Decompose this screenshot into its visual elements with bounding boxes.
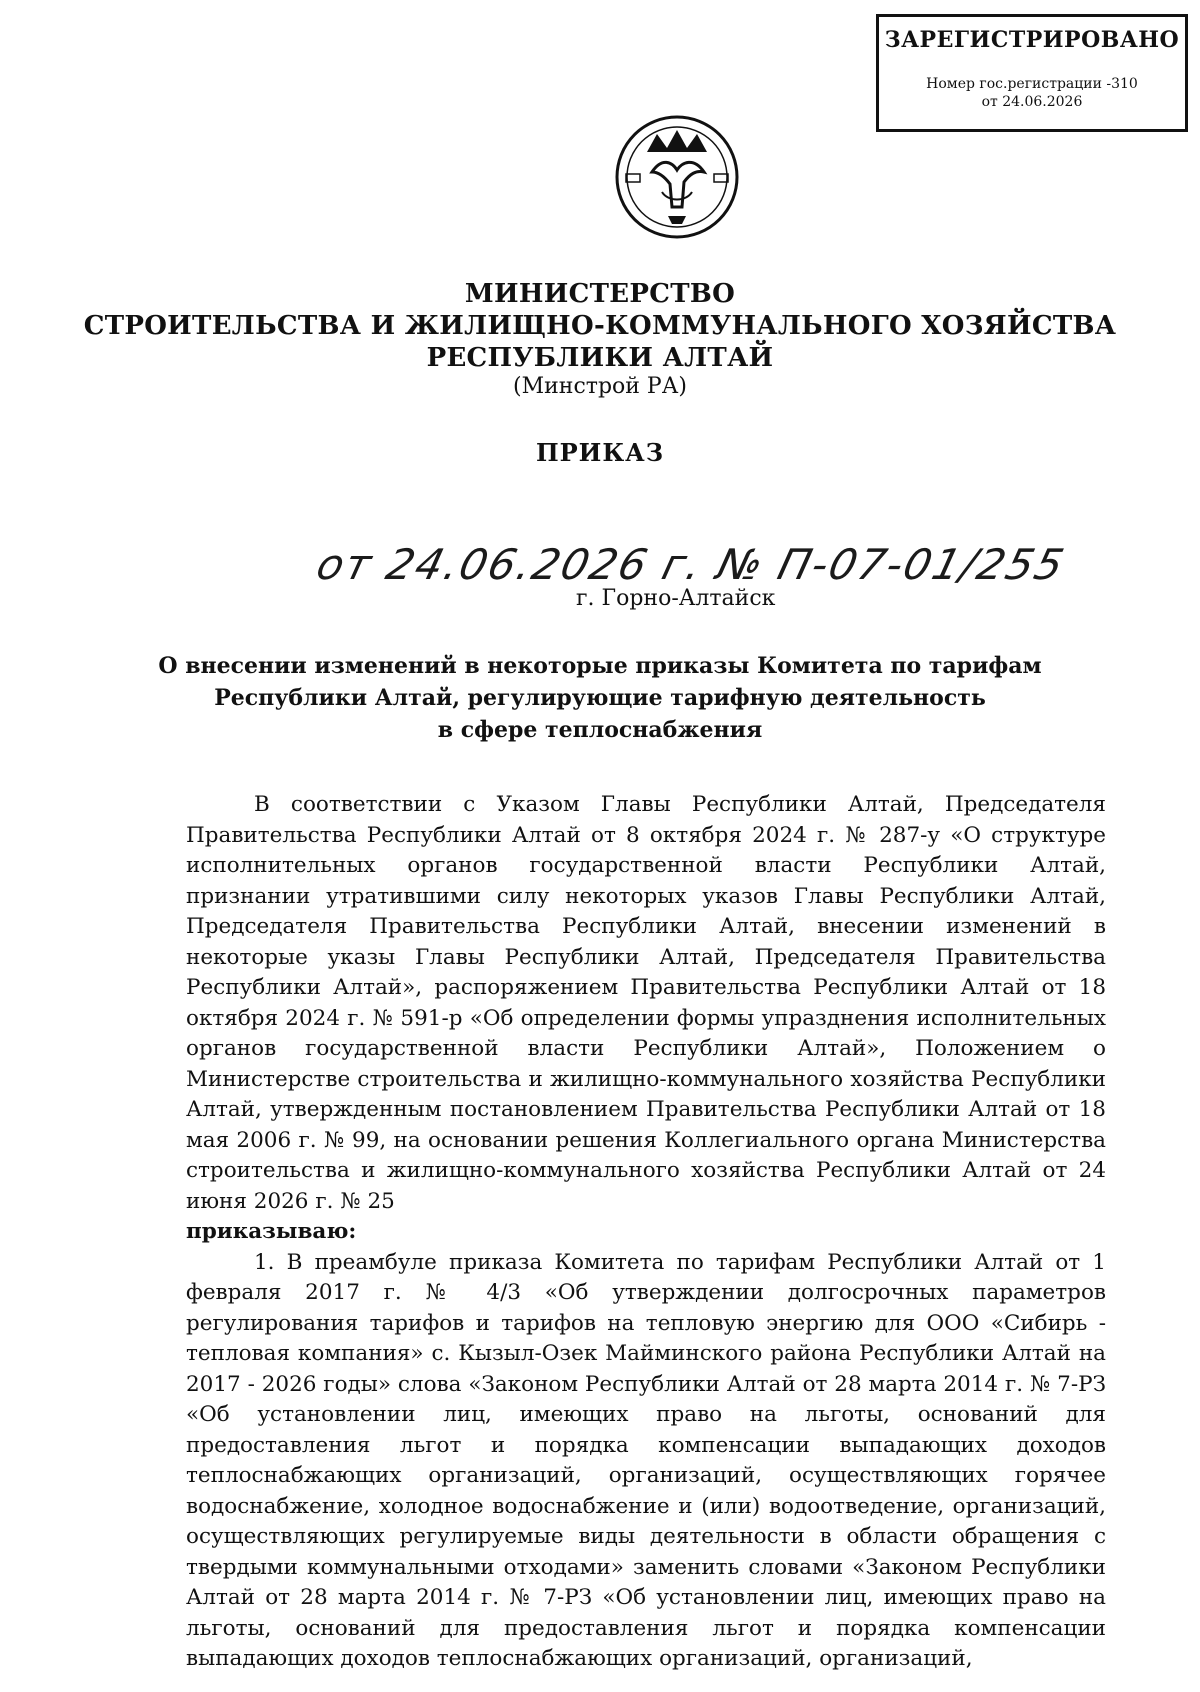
subject-line1: О внесении изменений в некоторые приказы Комитета по тарифам [158, 653, 1042, 679]
stamp-registration-number: Номер гос.регистрации -310 [926, 76, 1138, 92]
registration-stamp [876, 14, 1188, 132]
order-subject [150, 650, 1050, 746]
ministry-name [0, 278, 1200, 374]
ministry-name-line2: СТРОИТЕЛЬСТВА И ЖИЛИЩНО-КОММУНАЛЬНОГО ХОЗЯЙСТВА [83, 311, 1117, 341]
order-body [186, 790, 1106, 1675]
city: г. Горно-Алтайск [576, 586, 776, 611]
stamp-date: от 24.06.2026 [981, 94, 1083, 110]
order-number-text: от 24.06.2026 г. № П-07-01/255 [311, 540, 1071, 589]
order-verb: приказываю: [186, 1219, 357, 1244]
ministry-name-line1: МИНИСТЕРСТВО [464, 279, 736, 309]
preamble-paragraph: В соответствии с Указом Главы Республики Алтай, Председателя Правительства Республики Алтай от 8 октября 2024 г. № 287-у «О структуре исполнительных органов государственной власти Республики Алтай, признании утратившими силу некоторых указов Главы Республики Алтай, Председателя Правительства Республики Алтай, внесении изменений в некоторые указы Главы Республики Алтай, Председателя Правительства Республики Алтай», распоряжением Правительства Республики Алтай от 18 октября 2024 г. № 591-р «Об определении формы упразднения исполнительных органов государственной власти Республики Алтай», Положением о Министерстве строительства и жилищно-коммунального хозяйства Республики Алтай, утвержденным постановлением Правительства Республики Алтай от 18 мая 2006 г. № 99, на основании решения Коллегиального органа Министерства строительства и жилищно-коммунального хозяйства Республики Алтай от 24 июня 2026 г. № 25 [186, 792, 1106, 1214]
subject-line3: в сфере теплоснабжения [437, 717, 763, 743]
altai-coat-of-arms-icon [612, 112, 742, 242]
ministry-name-line3: РЕСПУБЛИКИ АЛТАЙ [426, 343, 774, 373]
document-type: ПРИКАЗ [535, 438, 665, 467]
clause-1-paragraph: 1. В преамбуле приказа Комитета по тарифам Республики Алтай от 1 февраля 2017 г. № 4/3 «Об утверждении долгосрочных параметров регулирования тарифов и тарифов на тепловую энергию для ООО «Сибирь - тепловая компания» с. Кызыл-Озек Майминского района Республики Алтай на 2017 - 2026 годы» слова «Законом Республики Алтай от 28 марта 2014 г. № 7-РЗ «Об установлении лиц, имеющих право на льготы, оснований для предоставления льгот и порядка компенсации выпадающих доходов теплоснабжающих организаций, организаций, осуществляющих горячее водоснабжение, холодное водоснабжение и (или) водоотведение, организаций, осуществляющих регулируемые виды деятельности в области обращения с твердыми коммунальными отходами» заменить словами «Законом Республики Алтай от 28 марта 2014 г. № 7-РЗ «Об установлении лиц, имеющих право на льготы, оснований для предоставления льгот и порядка компенсации выпадающих доходов теплоснабжающих организаций, организаций, [186, 1249, 1106, 1671]
stamp-title: ЗАРЕГИСТРИРОВАНО [884, 27, 1180, 53]
ministry-short-name: (Минстрой РА) [513, 374, 687, 399]
subject-line2: Республики Алтай, регулирующие тарифную деятельность [214, 685, 986, 711]
